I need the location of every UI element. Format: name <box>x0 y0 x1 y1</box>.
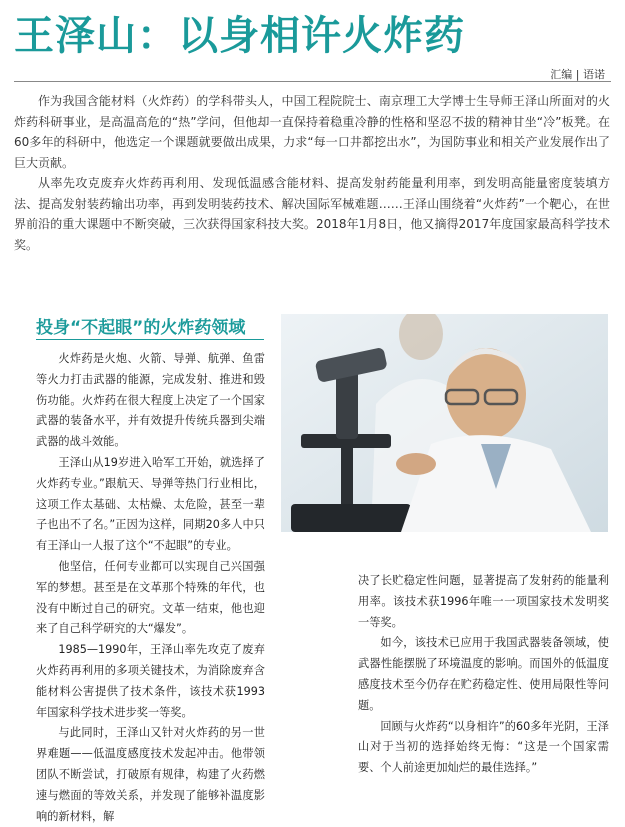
scientist-microscope-photo <box>281 314 608 532</box>
section-heading: 投身“不起眼”的火炸药领域 <box>36 318 246 338</box>
left-column <box>36 349 265 827</box>
body-paragraph: 与此同时，王泽山又针对火炸药的另一世界难题——低温度感度技术发起冲击。他带领团队不断尝试，打破原有规律，构建了火药燃速与燃面的等效关系，并发现了能够补温度影响的新材料，解 <box>36 726 265 823</box>
body-paragraph: 回顾与火炸药“以身相许”的60多年光阴，王泽山对于当初的选择始终无悔：“这是一个国家需要、个人前途更加灿烂的最佳选择。” <box>358 719 609 775</box>
intro-text <box>14 91 610 255</box>
body-paragraph: 王泽山从19岁进入哈军工开始，就选择了火炸药专业。”跟航天、导弹等热门行业相比，这项工作太基础、太枯燥、太危险，甚至一辈子也出不了名。”正因为这样，同期20多人中只有王泽山一人报了这个“不起眼”的专业。 <box>36 455 265 553</box>
body-paragraph: 火炸药是火炮、火箭、导弹、航弹、鱼雷等火力打击武器的能源，完成发射、推进和毁伤功能。火炸药在很大程度上决定了一个国家武器的装备水平，并有效提升传统兵器到尖端武器的战斗效能。 <box>36 352 265 449</box>
article-title: 王泽山：以身相许火炸药 <box>14 13 465 59</box>
body-paragraph: 他坚信，任何专业都可以实现自己兴国强军的梦想。甚至是在文革那个特殊的年代，也没有中断过自己的研究。文革一结束，他也迎来了自己科学研究的大“爆发”。 <box>36 559 265 636</box>
photo-illustration <box>281 314 608 532</box>
section-divider <box>36 339 264 340</box>
intro-paragraph: 作为我国含能材料（火炸药）的学科带头人，中国工程院院士、南京理工大学博士生导师王泽山所面对的火炸药科研事业，是高温高危的“热”学问，但他却一直保持着稳重冷静的性格和坚忍不拔的精神甘坐“冷”板凳。在60多年的科研中，他选定一个课题就要做出成果，力求“每一口井都挖出水”，为国防事业和相关产业发展作出了巨大贡献。 <box>14 94 610 170</box>
intro-paragraph: 从率先攻克废弃火炸药再利用、发现低温感含能材料、提高发射药能量利用率，到发明高能量密度装填方法、提高发射装药输出功率，再到发明装药技术、解决国际军械难题……王泽山围绕着“火炸药”一个靶心，在世界前沿的重大课题中不断突破，三次获得国家科技大奖。2018年1月8日，他又摘得2017年度国家最高科学技术奖。 <box>14 176 610 252</box>
right-column <box>358 571 609 779</box>
body-paragraph: 决了长贮稳定性问题，显著提高了发射药的能量利用率。该技术获1996年唯一一项国家技术发明奖一等奖。 <box>358 574 609 629</box>
editor-credit: 汇编 | 语诺 <box>550 68 605 81</box>
body-paragraph: 如今，该技术已应用于我国武器装备领域，使武器性能摆脱了环境温度的影响。而国外的低温度感度技术至今仍存在贮药稳定性、使用局限性等问题。 <box>358 636 609 712</box>
body-paragraph: 1985—1990年，王泽山率先攻克了废弃火炸药再利用的多项关键技术，为消除废弃含能材料公害提供了技术条件，该技术获1993年国家科学技术进步奖一等奖。 <box>36 643 265 719</box>
header-divider <box>14 81 611 82</box>
